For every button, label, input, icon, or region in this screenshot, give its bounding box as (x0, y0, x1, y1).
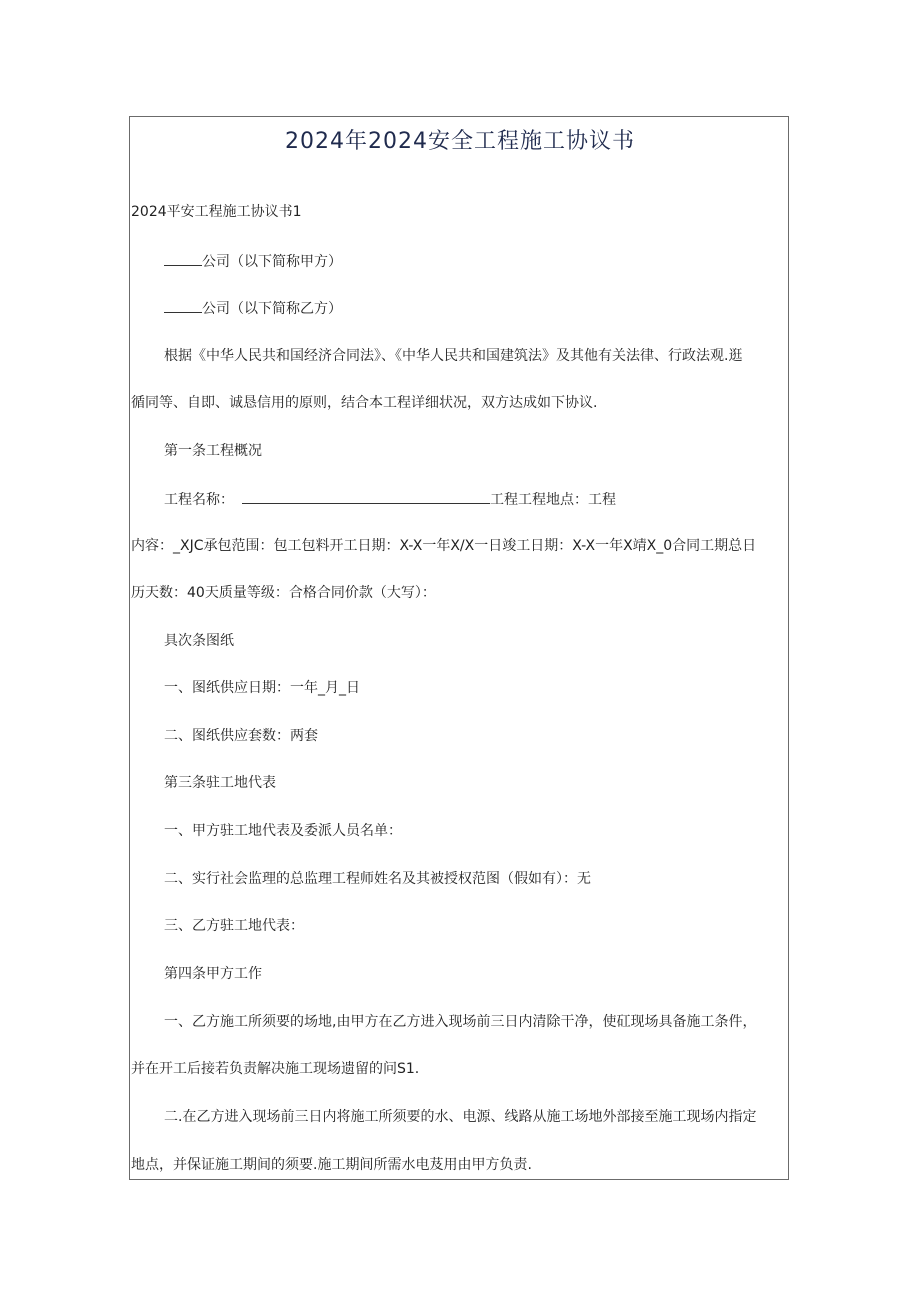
article-1-title: 第一条工程概况 (164, 443, 262, 459)
project-content-line-1: 内容：_XJC承包范围：包工包料开工日期：X-X一年X/X一日竣工日期：X-X一年X靖X_0合同工期总日 (131, 538, 757, 554)
article-4-title: 第四条甲方工作 (164, 966, 262, 982)
document-subtitle: 2024平安工程施工协议书1 (131, 204, 302, 220)
article-2-item-2: 二、图纸供应套数：两套 (164, 728, 318, 744)
project-name-blank (242, 489, 490, 504)
party-b-line (164, 298, 342, 318)
party-b-blank (164, 298, 202, 313)
article-3-item-3: 三、乙方驻工地代表： (164, 918, 304, 934)
article-4-item-1-line-2: 并在开工后接若负责解决施工现场遗留的问S1. (131, 1061, 420, 1077)
party-a-text: 公司（以下简称甲方） (202, 254, 342, 270)
article-4-item-2-line-1: 二.在乙方进入现场前三日内将施工所须要的水、电源、线路从施工场地外部接至施工现场内指定 (164, 1109, 757, 1125)
party-a-line (164, 251, 342, 271)
project-name-label: 工程名称： (164, 492, 234, 508)
article-3-item-1: 一、甲方驻工地代表及委派人员名单： (164, 823, 402, 839)
article-3-title: 第三条驻工地代表 (164, 775, 276, 791)
document-title: 2024年2024安全工程施工协议书 (285, 129, 635, 154)
party-b-text: 公司（以下简称乙方） (202, 301, 342, 317)
project-content-line-2: 历天数：40天质量等级：合格合同价款（大写）： (131, 585, 436, 601)
article-2-title: 具次条图纸 (164, 633, 234, 649)
project-location-label: 工程工程地点：工程 (490, 492, 616, 508)
article-4-item-2-line-2: 地点，并保证施工期间的须要.施工期间所需水电芨用由甲方负责. (131, 1157, 532, 1173)
article-4-item-1-line-1: 一、乙方施工所须要的场地,由甲方在乙方进入现场前三日内清除干净，使矼现场具备施工条件， (164, 1014, 757, 1030)
party-a-blank (164, 251, 202, 266)
article-2-item-1: 一、图纸供应日期：一年_月_日 (164, 680, 360, 696)
project-name-line (164, 489, 616, 509)
preamble-line-1: 根据《中华人民共和国经济合同法》、《中华人民共和国建筑法》及其他有关法律、行政法观.逛 (164, 348, 743, 364)
preamble-line-2: 循同等、自即、诚恳信用的原则，结合本工程详细状况，双方达成如下协议. (131, 395, 598, 411)
article-3-item-2: 二、实行社会监理的总监理工程师姓名及其被授权范图（假如有）：无 (164, 871, 591, 887)
